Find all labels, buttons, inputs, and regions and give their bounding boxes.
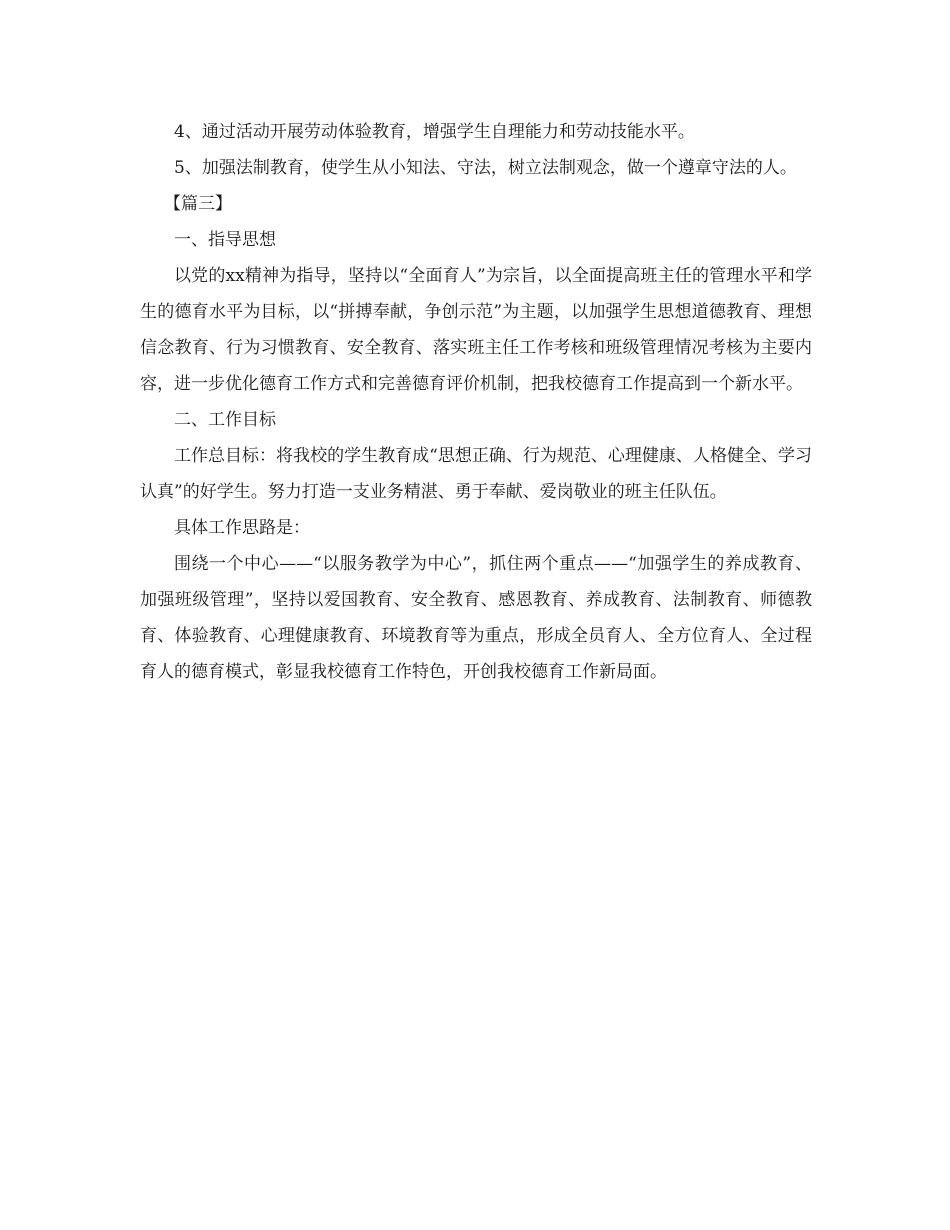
paragraph-item-4: 4、通过活动开展劳动体验教育，增强学生自理能力和劳动技能水平。 [174,122,695,142]
heading-guiding-ideology: 一、指导思想 [174,230,276,250]
paragraph-overall-goal: 工作总目标：将我校的学生教育成“思想正确、行为规范、心理健康、人格健全、学习认真”的好学生。努力打造一支业务精湛、勇于奉献、爱岗敬业的班主任队伍。 [140,446,812,502]
section-title: 【篇三】 [164,194,232,214]
paragraph-guiding-ideology: 以党的xx精神为指导，坚持以“全面育人”为宗旨，以全面提高班主任的管理水平和学生的德育水平为目标，以“拼搏奉献，争创示范”为主题，以加强学生思想道德教育、理想信念教育、行为习惯教育、安全教育、落实班主任工作考核和班级管理情况考核为主要内容，进一步优化德育工作方式和完善德育评价机制，把我校德育工作提高到一个新水平。 [140,266,812,394]
heading-work-approach: 具体工作思路是： [174,518,310,538]
paragraph-work-approach: 围绕一个中心——“以服务教学为中心”，抓住两个重点——“加强学生的养成教育、加强班级管理”，坚持以爱国教育、安全教育、感恩教育、养成教育、法制教育、师德教育、体验教育、心理健康教育、环境教育等为重点，形成全员育人、全方位育人、全过程育人的德育模式，彰显我校德育工作特色，开创我校德育工作新局面。 [140,554,812,682]
document-body [140,114,812,690]
heading-work-goals: 二、工作目标 [174,410,276,430]
paragraph-item-5: 5、加强法制教育，使学生从小知法、守法，树立法制观念，做一个遵章守法的人。 [174,158,797,178]
